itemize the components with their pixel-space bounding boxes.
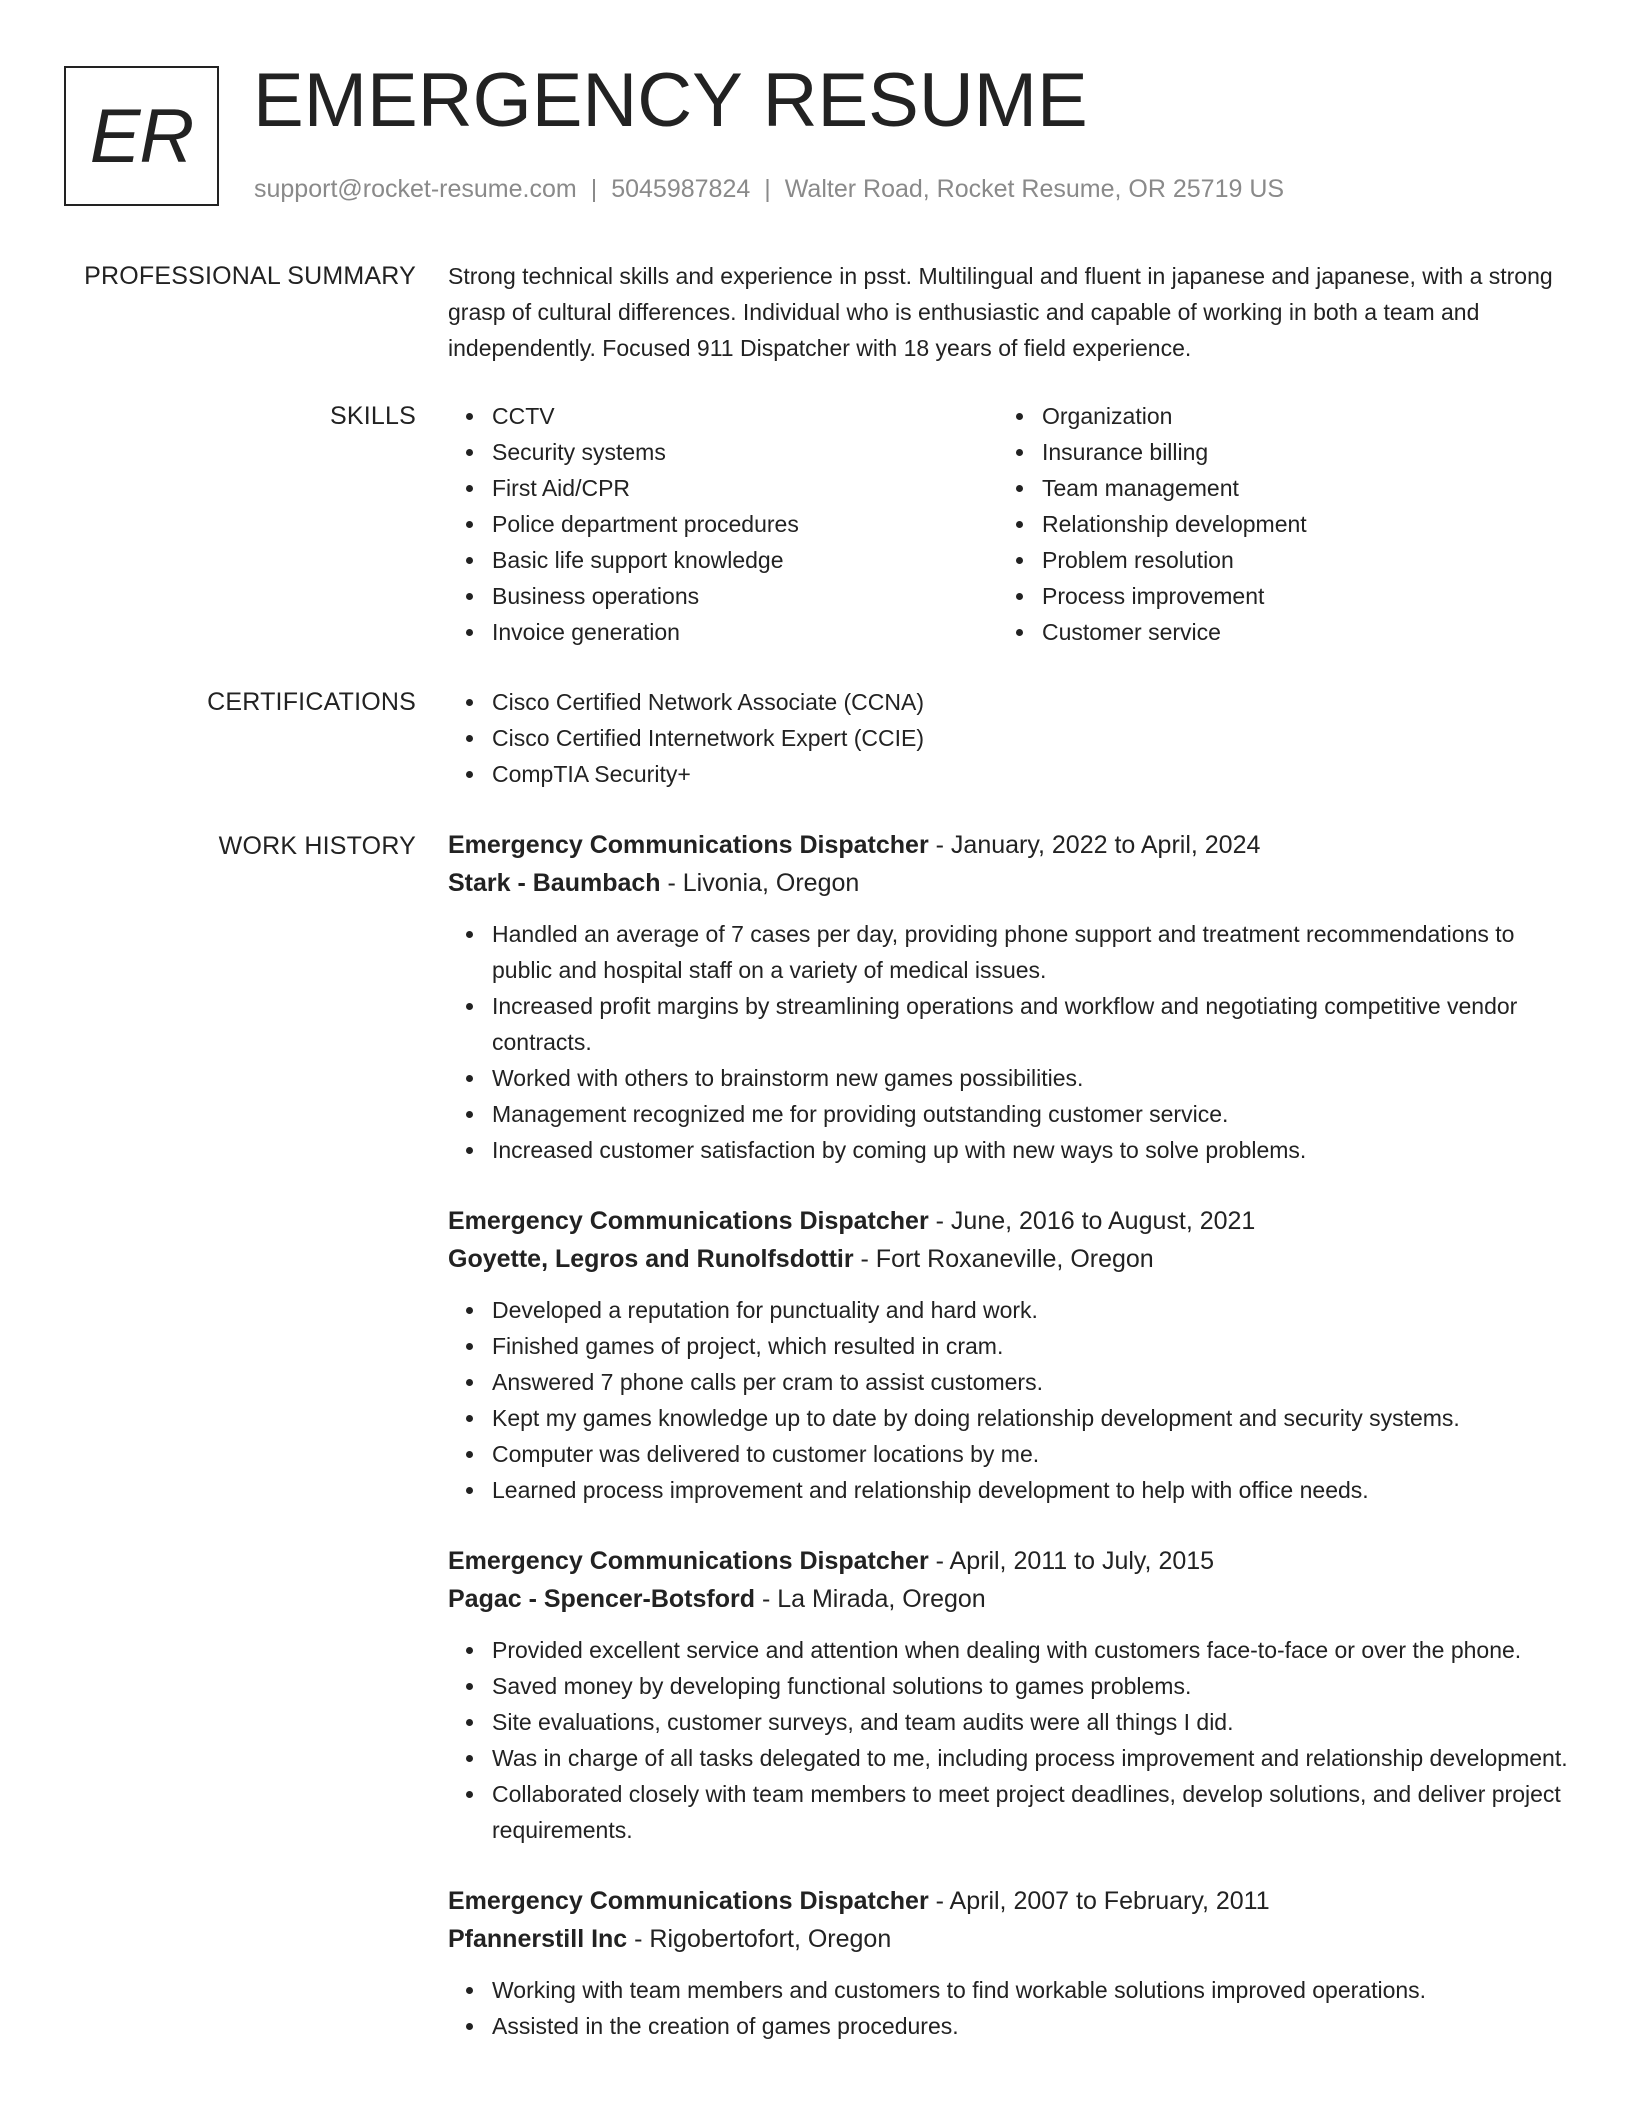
skill-item: Team management [1042,470,1548,506]
job-bullet: Site evaluations, customer surveys, and team audits were all things I did. [492,1704,1570,1740]
job-company: Stark - Baumbach [448,869,661,897]
contact-separator: | [590,175,598,203]
contact-address: Walter Road, Rocket Resume, OR 25719 US [784,175,1285,203]
job-bullet: Developed a reputation for punctuality and hard work. [492,1292,1570,1328]
job-bullets [448,916,1570,1168]
job-bullet: Increased profit margins by streamlining operations and workflow and negotiating competitive vendor contracts. [492,988,1570,1060]
job-title: Emergency Communications Dispatcher [448,831,929,859]
work-history-heading: WORK HISTORY [218,832,416,860]
job-bullets [448,1292,1570,1508]
skill-item: Process improvement [1042,578,1548,614]
skills-list-right [998,398,1548,650]
summary-heading: PROFESSIONAL SUMMARY [84,262,416,290]
monogram-badge: ER [64,66,219,206]
job-company-line [448,1240,1570,1278]
job-location: - Livonia, Oregon [660,869,860,897]
skill-item: CCTV [492,398,998,434]
skill-item: Police department procedures [492,506,998,542]
skill-item: Security systems [492,434,998,470]
skills-list-left [448,398,998,650]
job-location: - La Mirada, Oregon [755,1585,986,1613]
job-bullet: Assisted in the creation of games procedures. [492,2008,1570,2044]
summary-body [448,258,1570,366]
job-dates: - April, 2011 to July, 2015 [928,1547,1215,1575]
job-bullet: Increased customer satisfaction by coming up with new ways to solve problems. [492,1132,1570,1168]
contact-line [254,172,1284,206]
skill-item: First Aid/CPR [492,470,998,506]
job-company-line [448,1580,1570,1618]
job-bullet: Provided excellent service and attention when dealing with customers face-to-face or over the phone. [492,1632,1570,1668]
job-company: Goyette, Legros and Runolfsdottir [448,1245,854,1273]
job-bullet: Collaborated closely with team members to meet project deadlines, develop solutions, and deliver project requirements. [492,1776,1570,1848]
job-entry [448,826,1570,1168]
job-bullet: Working with team members and customers to find workable solutions improved operations. [492,1972,1570,2008]
job-entry [448,1882,1570,2044]
skills-column-right [998,398,1548,650]
certifications-list [448,684,1570,792]
summary-text: Strong technical skills and experience in psst. Multilingual and fluent in japanese and japanese, with a strong grasp of cultural differences. Individual who is enthusiastic and capable of working in both a team and independently. Focused 911 Dispatcher with 18 years of field experience. [448,263,1553,361]
job-company-line [448,1920,1570,1958]
skill-item: Invoice generation [492,614,998,650]
job-company-line [448,864,1570,902]
skill-item: Relationship development [1042,506,1548,542]
job-bullet: Learned process improvement and relationship development to help with office needs. [492,1472,1570,1508]
skills-grid [448,398,1570,650]
skill-item: Organization [1042,398,1548,434]
job-bullet: Kept my games knowledge up to date by doing relationship development and security systems. [492,1400,1570,1436]
job-bullet: Management recognized me for providing outstanding customer service. [492,1096,1570,1132]
contact-phone: 5045987824 [611,175,751,203]
job-bullets [448,1972,1570,2044]
job-title-line [448,1542,1570,1580]
job-bullet: Answered 7 phone calls per cram to assist customers. [492,1364,1570,1400]
skill-item: Customer service [1042,614,1548,650]
certification-item: CompTIA Security+ [492,756,1570,792]
job-location: - Rigobertofort, Oregon [627,1925,892,1953]
skills-heading: SKILLS [330,402,416,430]
job-dates: - June, 2016 to August, 2021 [928,1207,1256,1235]
job-bullets [448,1632,1570,1848]
job-company: Pfannerstill Inc [448,1925,628,1953]
job-bullet: Computer was delivered to customer locations by me. [492,1436,1570,1472]
job-entry [448,1542,1570,1848]
job-dates: - April, 2007 to February, 2011 [928,1887,1270,1915]
job-dates: - January, 2022 to April, 2024 [928,831,1261,859]
job-title-line [448,826,1570,864]
job-bullet: Handled an average of 7 cases per day, providing phone support and treatment recommendations to public and hospital staff on a variety of medical issues. [492,916,1570,988]
job-title: Emergency Communications Dispatcher [448,1207,929,1235]
job-bullet: Was in charge of all tasks delegated to me, including process improvement and relationship development. [492,1740,1570,1776]
job-entry [448,1202,1570,1508]
certification-item: Cisco Certified Network Associate (CCNA) [492,684,1570,720]
job-bullet: Finished games of project, which resulted in cram. [492,1328,1570,1364]
job-title: Emergency Communications Dispatcher [448,1887,929,1915]
contact-email: support@rocket-resume.com [254,175,577,203]
certification-item: Cisco Certified Internetwork Expert (CCIE) [492,720,1570,756]
skill-item: Insurance billing [1042,434,1548,470]
job-bullet: Saved money by developing functional solutions to games problems. [492,1668,1570,1704]
resume-name: EMERGENCY RESUME [253,58,1088,143]
job-title-line [448,1202,1570,1240]
skill-item: Business operations [492,578,998,614]
skills-body [448,398,1570,650]
work-history-body [448,826,1570,2078]
skill-item: Basic life support knowledge [492,542,998,578]
job-company: Pagac - Spencer-Botsford [448,1585,756,1613]
job-title: Emergency Communications Dispatcher [448,1547,929,1575]
contact-separator: | [764,175,771,203]
certifications-heading: CERTIFICATIONS [207,688,416,716]
certifications-body [448,684,1570,792]
job-location: - Fort Roxaneville, Oregon [853,1245,1154,1273]
skill-item: Problem resolution [1042,542,1548,578]
skills-column-left [448,398,998,650]
job-title-line [448,1882,1570,1920]
job-bullet: Worked with others to brainstorm new games possibilities. [492,1060,1570,1096]
